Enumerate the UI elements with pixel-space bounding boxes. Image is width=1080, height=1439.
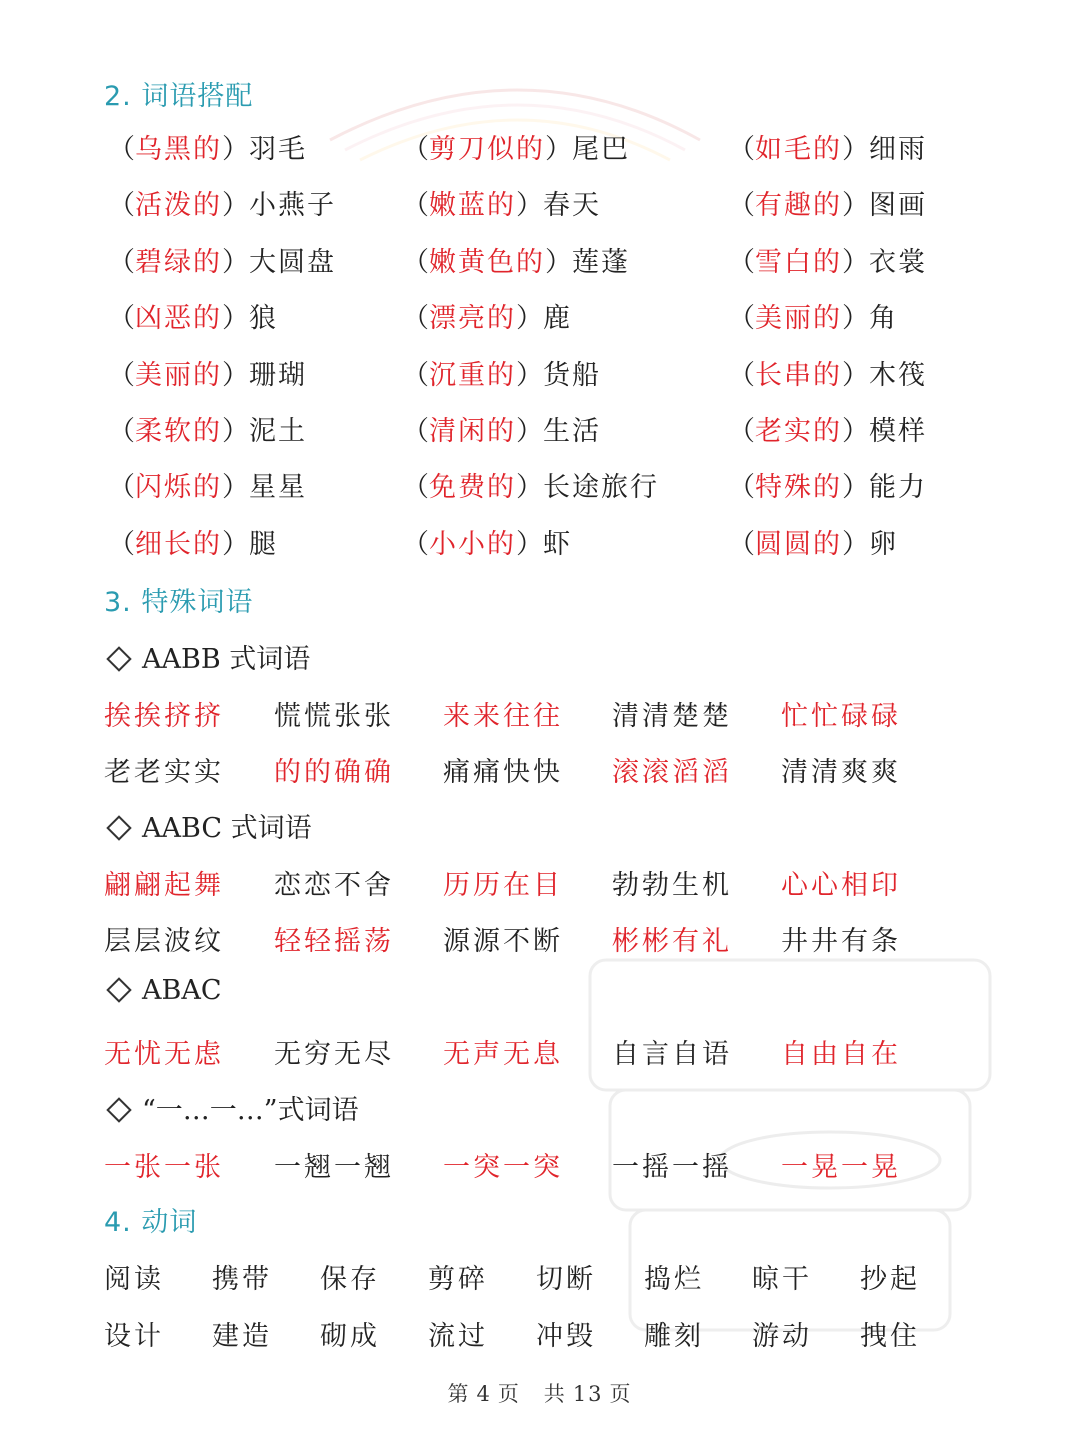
answer-adjective: 细长的 <box>135 528 222 560</box>
group-title: ABAC <box>142 975 222 1006</box>
open-paren-glyph: （ <box>108 134 135 165</box>
close-paren-glyph: ） <box>516 190 543 222</box>
collocation-pair <box>108 240 336 279</box>
answer-adjective: 漂亮的 <box>429 303 516 335</box>
answer-adjective: 雪白的 <box>755 246 842 278</box>
collocation-pair <box>108 522 278 561</box>
paired-noun: 狼 <box>249 303 278 335</box>
open-paren-glyph: （ <box>108 303 135 335</box>
answer-adjective: 凶恶的 <box>135 303 222 335</box>
open-paren-glyph: （ <box>402 246 429 278</box>
answer-adjective: 圆圆的 <box>755 528 842 560</box>
verb-word: 保存 <box>320 1264 380 1295</box>
open-paren-glyph: （ <box>402 472 429 504</box>
close-paren-glyph: ） <box>516 359 543 391</box>
open-paren-glyph: （ <box>402 528 429 560</box>
answer-adjective: 乌黑的 <box>135 134 222 165</box>
collocation-pair <box>108 465 307 504</box>
page-footer <box>0 1378 1080 1408</box>
answer-word: 无声无息 <box>443 1039 563 1070</box>
word: 井井有条 <box>781 926 901 957</box>
section-heading-special: 3. 特殊词语 <box>104 587 254 618</box>
paired-noun: 星星 <box>249 472 307 504</box>
paired-noun: 莲蓬 <box>572 246 630 278</box>
paired-noun: 衣裳 <box>869 246 927 278</box>
answer-adjective: 碧绿的 <box>135 246 222 278</box>
paired-noun: 春天 <box>543 190 601 222</box>
paired-noun: 卵 <box>869 528 898 560</box>
answer-word: 忙忙碌碌 <box>781 701 901 732</box>
paired-noun: 羽毛 <box>249 134 307 165</box>
word: 清清爽爽 <box>781 757 901 788</box>
answer-word: 一晃一晃 <box>781 1152 901 1183</box>
word: 一翘一翘 <box>274 1152 394 1183</box>
open-paren-glyph: （ <box>728 246 755 278</box>
answer-adjective: 嫩蓝的 <box>429 190 516 222</box>
answer-adjective: 剪刀似的 <box>429 134 545 165</box>
close-paren-glyph: ） <box>842 359 869 391</box>
word: 恋恋不舍 <box>274 870 394 901</box>
answer-word: 来来往往 <box>443 701 563 732</box>
collocation-pair <box>728 183 927 222</box>
collocation-pair <box>728 522 898 561</box>
collocation-pair <box>402 465 659 504</box>
word: 层层波纹 <box>104 926 224 957</box>
answer-adjective: 沉重的 <box>429 359 516 391</box>
diamond-icon <box>106 1097 131 1122</box>
group-subheading <box>104 637 310 676</box>
verb-word: 晾干 <box>752 1264 812 1295</box>
collocation-pair <box>728 353 927 392</box>
verb-word: 拽住 <box>860 1321 920 1352</box>
answer-word: 历历在目 <box>443 870 563 901</box>
open-paren-glyph: （ <box>108 472 135 504</box>
paired-noun: 图画 <box>869 190 927 222</box>
verb-word: 切断 <box>536 1264 596 1295</box>
open-paren-glyph: （ <box>728 303 755 335</box>
close-paren-glyph: ） <box>222 134 249 165</box>
word: 自言自语 <box>612 1039 732 1070</box>
word: 无穷无尽 <box>274 1039 394 1070</box>
open-paren-glyph: （ <box>402 303 429 335</box>
footer-prefix: 第 <box>447 1382 471 1406</box>
footer-middle: 页 共 <box>497 1382 567 1406</box>
close-paren-glyph: ） <box>842 416 869 447</box>
group-title: AABB 式词语 <box>142 644 311 675</box>
open-paren-glyph: （ <box>108 528 135 560</box>
paired-noun: 角 <box>869 303 898 335</box>
answer-adjective: 嫩黄色的 <box>429 246 545 278</box>
verb-word: 游动 <box>752 1321 812 1352</box>
group-subheading <box>104 1088 359 1127</box>
answer-word: 挨挨挤挤 <box>104 701 224 732</box>
answer-adjective: 美丽的 <box>135 359 222 391</box>
collocation-pair <box>402 409 601 448</box>
open-paren-glyph: （ <box>728 134 755 165</box>
collocation-pair <box>108 409 307 448</box>
collocation-pair <box>402 522 572 561</box>
verb-word: 建造 <box>212 1321 272 1352</box>
open-paren-glyph: （ <box>402 359 429 391</box>
answer-word: 滚滚滔滔 <box>612 757 732 788</box>
answer-adjective: 清闲的 <box>429 416 516 447</box>
footer-page-number: 4 <box>476 1382 492 1406</box>
collocation-pair <box>728 296 898 335</box>
verb-word: 剪碎 <box>428 1264 488 1295</box>
diamond-icon <box>106 815 131 840</box>
verb-word: 捣烂 <box>644 1264 704 1295</box>
group-subheading <box>104 806 312 845</box>
answer-word: 心心相印 <box>781 870 901 901</box>
paired-noun: 生活 <box>543 416 601 447</box>
paired-noun: 大圆盘 <box>249 246 336 278</box>
open-paren-glyph: （ <box>728 416 755 447</box>
verb-word: 携带 <box>212 1264 272 1295</box>
close-paren-glyph: ） <box>222 190 249 222</box>
close-paren-glyph: ） <box>842 303 869 335</box>
close-paren-glyph: ） <box>842 246 869 278</box>
answer-adjective: 老实的 <box>755 416 842 447</box>
answer-adjective: 如毛的 <box>755 134 842 165</box>
open-paren-glyph: （ <box>728 528 755 560</box>
paired-noun: 长途旅行 <box>543 472 659 504</box>
group-subheading <box>104 975 222 1006</box>
answer-adjective: 免费的 <box>429 472 516 504</box>
footer-total-pages: 13 <box>572 1382 604 1406</box>
collocation-pair <box>108 296 278 335</box>
verb-word: 冲毁 <box>536 1321 596 1352</box>
group-title: “一…一…”式词语 <box>142 1095 359 1126</box>
answer-adjective: 闪烁的 <box>135 472 222 504</box>
paired-noun: 能力 <box>869 472 927 504</box>
collocation-pair <box>402 127 630 166</box>
close-paren-glyph: ） <box>222 528 249 560</box>
close-paren-glyph: ） <box>516 416 543 447</box>
open-paren-glyph: （ <box>108 359 135 391</box>
paired-noun: 尾巴 <box>572 134 630 165</box>
answer-adjective: 柔软的 <box>135 416 222 447</box>
paired-noun: 腿 <box>249 528 278 560</box>
collocation-pair <box>728 409 927 448</box>
paired-noun: 货船 <box>543 359 601 391</box>
answer-adjective: 长串的 <box>755 359 842 391</box>
open-paren-glyph: （ <box>402 416 429 447</box>
answer-word: 的的确确 <box>274 757 394 788</box>
open-paren-glyph: （ <box>108 190 135 222</box>
section-heading-verbs: 4. 动词 <box>104 1207 198 1238</box>
word: 源源不断 <box>443 926 563 957</box>
open-paren-glyph: （ <box>402 134 429 165</box>
collocation-pair <box>728 240 927 279</box>
footer-suffix: 页 <box>609 1382 633 1406</box>
answer-word: 轻轻摇荡 <box>274 926 394 957</box>
verb-word: 雕刻 <box>644 1321 704 1352</box>
paired-noun: 鹿 <box>543 303 572 335</box>
collocation-pair <box>402 296 572 335</box>
word: 老老实实 <box>104 757 224 788</box>
close-paren-glyph: ） <box>545 246 572 278</box>
answer-word: 彬彬有礼 <box>612 926 732 957</box>
paired-noun: 珊瑚 <box>249 359 307 391</box>
answer-word: 无忧无虑 <box>104 1039 224 1070</box>
close-paren-glyph: ） <box>842 528 869 560</box>
word: 痛痛快快 <box>443 757 563 788</box>
collocation-pair <box>108 353 307 392</box>
paired-noun: 小燕子 <box>249 190 336 222</box>
open-paren-glyph: （ <box>402 190 429 222</box>
collocation-pair <box>728 127 927 166</box>
word: 慌慌张张 <box>274 701 394 732</box>
close-paren-glyph: ） <box>222 416 249 447</box>
paired-noun: 木筏 <box>869 359 927 391</box>
paired-noun: 虾 <box>543 528 572 560</box>
answer-adjective: 活泼的 <box>135 190 222 222</box>
answer-adjective: 小小的 <box>429 528 516 560</box>
open-paren-glyph: （ <box>108 246 135 278</box>
paired-noun: 细雨 <box>869 134 927 165</box>
verb-word: 设计 <box>104 1321 164 1352</box>
verb-word: 抄起 <box>860 1264 920 1295</box>
group-title: AABC 式词语 <box>142 813 312 844</box>
close-paren-glyph: ） <box>222 472 249 504</box>
answer-adjective: 美丽的 <box>755 303 842 335</box>
close-paren-glyph: ） <box>516 472 543 504</box>
collocation-pair <box>108 183 336 222</box>
section-heading-collocation: 2. 词语搭配 <box>104 81 254 112</box>
verb-word: 流过 <box>428 1321 488 1352</box>
open-paren-glyph: （ <box>108 416 135 447</box>
answer-word: 一突一突 <box>443 1152 563 1183</box>
paired-noun: 泥土 <box>249 416 307 447</box>
word: 清清楚楚 <box>612 701 732 732</box>
collocation-pair <box>402 353 601 392</box>
collocation-pair <box>402 240 630 279</box>
answer-adjective: 特殊的 <box>755 472 842 504</box>
word: 一摇一摇 <box>612 1152 732 1183</box>
close-paren-glyph: ） <box>842 190 869 222</box>
close-paren-glyph: ） <box>222 246 249 278</box>
open-paren-glyph: （ <box>728 190 755 222</box>
open-paren-glyph: （ <box>728 359 755 391</box>
close-paren-glyph: ） <box>842 472 869 504</box>
diamond-icon <box>106 977 131 1002</box>
close-paren-glyph: ） <box>516 303 543 335</box>
close-paren-glyph: ） <box>516 528 543 560</box>
answer-word: 一张一张 <box>104 1152 224 1183</box>
collocation-pair <box>108 127 307 166</box>
diamond-icon <box>106 646 131 671</box>
answer-word: 自由自在 <box>781 1039 901 1070</box>
verb-word: 砌成 <box>320 1321 380 1352</box>
close-paren-glyph: ） <box>222 359 249 391</box>
close-paren-glyph: ） <box>842 134 869 165</box>
paired-noun: 模样 <box>869 416 927 447</box>
collocation-pair <box>728 465 927 504</box>
word: 勃勃生机 <box>612 870 732 901</box>
close-paren-glyph: ） <box>222 303 249 335</box>
answer-adjective: 有趣的 <box>755 190 842 222</box>
answer-word: 翩翩起舞 <box>104 870 224 901</box>
collocation-pair <box>402 183 601 222</box>
verb-word: 阅读 <box>104 1264 164 1295</box>
open-paren-glyph: （ <box>728 472 755 504</box>
close-paren-glyph: ） <box>545 134 572 165</box>
